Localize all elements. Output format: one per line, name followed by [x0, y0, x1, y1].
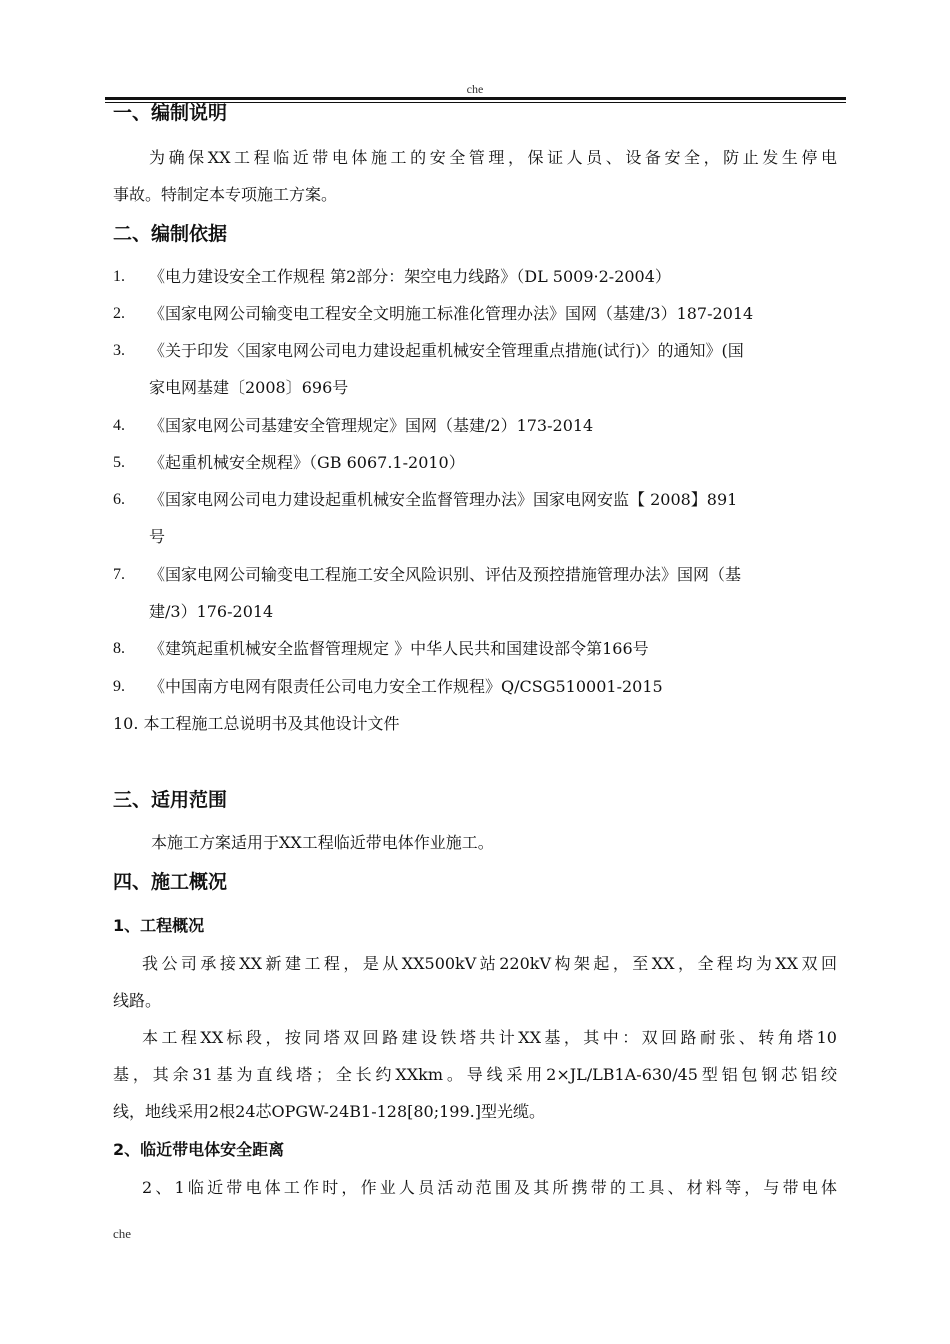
- ref-4-num: 4.: [113, 417, 125, 434]
- section-3-title: 三、适用范围: [113, 789, 228, 811]
- ref-7-text-2: 建/3）176-2014: [149, 602, 274, 621]
- ref-3-num: 3.: [113, 342, 125, 359]
- sub-2-title: 2、临近带电体安全距离: [113, 1140, 285, 1159]
- ref-7-num: 7.: [113, 566, 125, 583]
- ref-9-text: 《中国南方电网有限责任公司电力安全工作规程》Q/CSG510001-2015: [149, 677, 663, 696]
- sub2-line-1: 2、1临近带电体工作时，作业人员活动范围及其所携带的工具、材料等，与带电体: [142, 1178, 837, 1197]
- sub-1-title: 1、工程概况: [113, 916, 205, 935]
- sec3-line: 本施工方案适用于XX工程临近带电体作业施工。: [151, 833, 494, 852]
- ref-2-num: 2.: [113, 305, 125, 322]
- sub1-p1-line-1: 我公司承接XX新建工程，是从XX500kV站220kV构架起，至XX，全程均为XX双回: [142, 954, 837, 973]
- ref-1-num: 1.: [113, 268, 125, 285]
- page-header-text: che: [466, 82, 484, 96]
- ref-5-num: 5.: [113, 454, 125, 471]
- section-4-title: 四、施工概况: [113, 871, 228, 893]
- sec1-line-2: 事故。特制定本专项施工方案。: [113, 185, 338, 204]
- ref-10-text: 10. 本工程施工总说明书及其他设计文件: [113, 714, 400, 733]
- ref-6-num: 6.: [113, 491, 125, 508]
- ref-8-num: 8.: [113, 640, 125, 657]
- sub1-p1-line-2: 线路。: [113, 991, 162, 1010]
- ref-6-text-2: 号: [149, 527, 166, 546]
- sub1-p2-line-3: 线，地线采用2根24芯OPGW-24B1-128[80;199.]型光缆。: [113, 1102, 545, 1121]
- header-rule-thick: [105, 97, 846, 100]
- ref-3-text-2: 家电网基建〔2008〕696号: [149, 378, 349, 397]
- sub1-p2-line-1: 本工程XX标段，按同塔双回路建设铁塔共计XX基，其中：双回路耐张、转角塔10: [142, 1028, 837, 1047]
- section-1-title: 一、编制说明: [113, 102, 228, 124]
- page-footer-text: che: [113, 1226, 132, 1241]
- sub1-p2-line-2: 基，其余31基为直线塔；全长约XXkm。导线采用2×JL/LB1A-630/45型铝包钢芯铝绞: [113, 1065, 837, 1084]
- ref-6-text-1: 《国家电网公司电力建设起重机械安全监督管理办法》国家电网安监【 2008】891: [149, 490, 738, 509]
- ref-1-text: 《电力建设安全工作规程 第2部分：架空电力线路》（DL 5009·2-2004）: [149, 267, 671, 286]
- ref-2-text: 《国家电网公司输变电工程安全文明施工标准化管理办法》国网（基建/3）187-2014: [149, 304, 754, 323]
- ref-5-text: 《起重机械安全规程》（GB 6067.1-2010）: [149, 453, 465, 472]
- sec1-line-1: 为确保XX工程临近带电体施工的安全管理，保证人员、设备安全，防止发生停电: [149, 148, 837, 167]
- section-2-title: 二、编制依据: [113, 223, 228, 245]
- ref-4-text: 《国家电网公司基建安全管理规定》国网（基建/2）173-2014: [149, 416, 594, 435]
- ref-8-text: 《建筑起重机械安全监督管理规定 》中华人民共和国建设部令第166号: [149, 639, 649, 658]
- ref-7-text-1: 《国家电网公司输变电工程施工安全风险识别、评估及预控措施管理办法》国网（基: [149, 565, 742, 584]
- ref-3-text-1: 《关于印发〈国家电网公司电力建设起重机械安全管理重点措施(试行)〉的通知》(国: [149, 341, 744, 360]
- ref-9-num: 9.: [113, 678, 125, 695]
